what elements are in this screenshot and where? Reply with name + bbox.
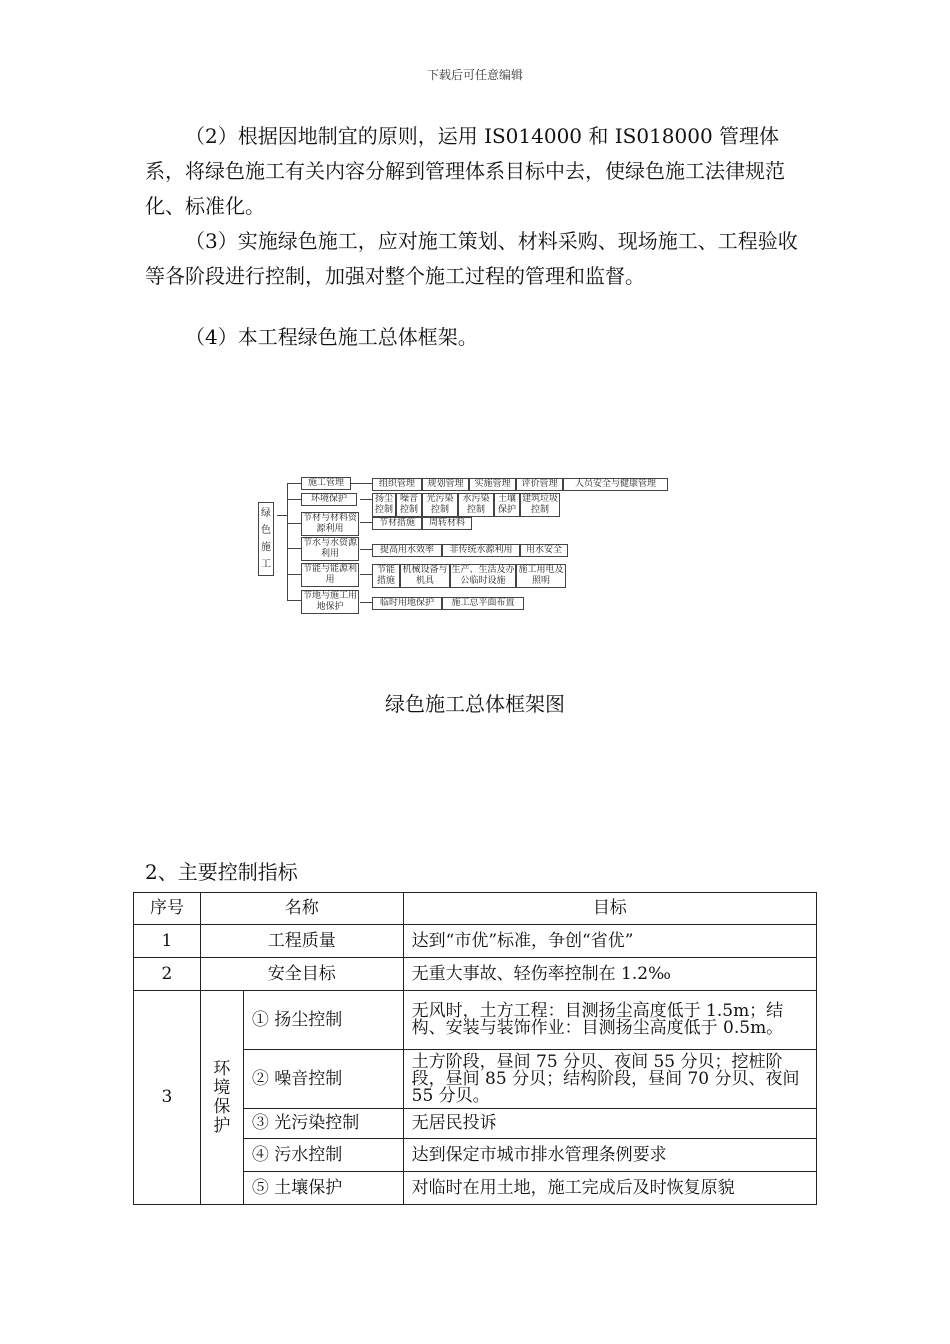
branch-construction-management: 施工管理 bbox=[301, 477, 351, 490]
row-target: 达到保定市城市排水管理条例要求 bbox=[403, 1139, 816, 1172]
row-name: ① 扬尘控制 bbox=[243, 991, 403, 1050]
item-power-lighting: 施工用电及照明 bbox=[516, 564, 566, 588]
row-target: 对临时在用土地，施工完成后及时恢复原貌 bbox=[403, 1172, 816, 1205]
row-no: 1 bbox=[134, 925, 201, 958]
branch-energy-saving: 节能与能源利用 bbox=[302, 564, 357, 585]
table-row bbox=[134, 958, 817, 991]
item-implementation: 实施管理 bbox=[469, 478, 516, 491]
row-target: 无重大事故、轻伤率控制在 1.2‰ bbox=[403, 958, 816, 991]
connector-line bbox=[360, 522, 372, 523]
connector-line bbox=[287, 523, 301, 524]
env-group-label: 环境保护 bbox=[213, 1058, 231, 1136]
item-water-safety: 用水安全 bbox=[520, 544, 568, 557]
connector-line bbox=[360, 602, 372, 603]
framework-root: 绿色施工 bbox=[258, 502, 274, 576]
header-note: 下载后可任意编辑 bbox=[426, 68, 523, 82]
row-target: 土方阶段，昼间 75 分贝、夜间 55 分贝；挖桩阶段，昼间 85 分贝；结构阶段，昼间 70 分贝、夜间 55 分贝。 bbox=[403, 1050, 816, 1109]
row-no: 2 bbox=[134, 958, 201, 991]
row-name: ③ 光污染控制 bbox=[243, 1109, 403, 1139]
paragraph-3: （3）实施绿色施工，应对施工策划、材料采购、现场施工、工程验收等各阶段进行控制，加强对整个施工过程的管理和监督。 bbox=[145, 229, 798, 288]
item-soil: 土壤保护 bbox=[494, 493, 520, 517]
header-no: 序号 bbox=[134, 893, 201, 925]
connector-line bbox=[287, 548, 301, 549]
item-planning: 规划管理 bbox=[422, 478, 469, 491]
framework-caption: 绿色施工总体框架图 bbox=[385, 692, 565, 716]
branch-environment-protection: 环境保护 bbox=[301, 493, 357, 506]
row-target: 无风时，土方工程：目测扬尘高度低于 1.5m；结构、安装与装饰作业：目测扬尘高度低于 0.5m。 bbox=[403, 991, 816, 1050]
connector-line bbox=[350, 483, 372, 484]
item-water-pollution: 水污染控制 bbox=[458, 493, 494, 517]
paragraph-2: （2）根据因地制宜的原则，运用 IS014000 和 IS018000 管理体系，将绿色施工有关内容分解到管理体系目标中去，使绿色施工法律规范化、标准化。 bbox=[145, 124, 785, 218]
item-light-pollution: 光污染控制 bbox=[422, 493, 458, 517]
item-site-layout: 施工总平面布置 bbox=[442, 597, 524, 610]
connector-line bbox=[287, 574, 301, 575]
row-name: 安全目标 bbox=[200, 958, 403, 991]
row-name: ④ 污水控制 bbox=[243, 1139, 403, 1172]
connector-line bbox=[287, 483, 301, 484]
row-name: ⑤ 土壤保护 bbox=[243, 1172, 403, 1205]
env-group-cell bbox=[200, 991, 243, 1205]
item-nontraditional-water: 非传统水源利用 bbox=[442, 544, 520, 557]
connector-line bbox=[360, 499, 372, 500]
row-no: 3 bbox=[134, 991, 201, 1205]
item-turnover-materials: 周转材料 bbox=[422, 517, 472, 530]
table-header-row bbox=[134, 893, 817, 925]
item-noise: 噪音控制 bbox=[396, 493, 422, 517]
branch-material-saving: 节材与材料资源利用 bbox=[302, 513, 357, 534]
row-name: 工程质量 bbox=[200, 925, 403, 958]
paragraph-4: （4）本工程绿色施工总体框架。 bbox=[185, 325, 478, 349]
item-material-measures: 节材措施 bbox=[372, 517, 422, 530]
item-organization: 组织管理 bbox=[372, 478, 422, 491]
connector-line bbox=[287, 600, 301, 601]
branch-land-saving: 节地与施工用地保护 bbox=[302, 591, 357, 612]
header-target: 目标 bbox=[403, 893, 816, 925]
table-row bbox=[134, 991, 817, 1050]
header-name: 名称 bbox=[200, 893, 403, 925]
row-name: ② 噪音控制 bbox=[243, 1050, 403, 1109]
branch-water-saving: 节水与水资源利用 bbox=[302, 538, 357, 559]
item-energy-measures: 节能措施 bbox=[372, 564, 400, 588]
section-title: 2、主要控制指标 bbox=[145, 860, 298, 884]
framework-diagram bbox=[250, 470, 680, 620]
connector-line bbox=[287, 499, 301, 500]
connector-line bbox=[277, 515, 287, 516]
item-waste: 建筑垃圾控制 bbox=[521, 494, 558, 515]
connector-line bbox=[360, 574, 372, 575]
item-evaluation: 评价管理 bbox=[516, 478, 563, 491]
row-target: 无居民投诉 bbox=[403, 1109, 816, 1139]
item-temporary-land: 临时用地保护 bbox=[372, 597, 442, 610]
item-water-efficiency: 提高用水效率 bbox=[372, 544, 442, 557]
row-target: 达到“市优”标准，争创“省优” bbox=[403, 925, 816, 958]
table-row bbox=[134, 925, 817, 958]
item-temporary-facilities: 生产、生活及办公临时设施 bbox=[451, 565, 515, 586]
connector-line bbox=[360, 549, 372, 550]
item-machinery: 机械设备与机具 bbox=[400, 564, 450, 588]
item-dust: 扬尘控制 bbox=[372, 493, 396, 517]
item-safety-health: 人员安全与健康管理 bbox=[563, 478, 668, 491]
connector-line bbox=[287, 483, 288, 600]
control-index-table bbox=[133, 892, 817, 1205]
